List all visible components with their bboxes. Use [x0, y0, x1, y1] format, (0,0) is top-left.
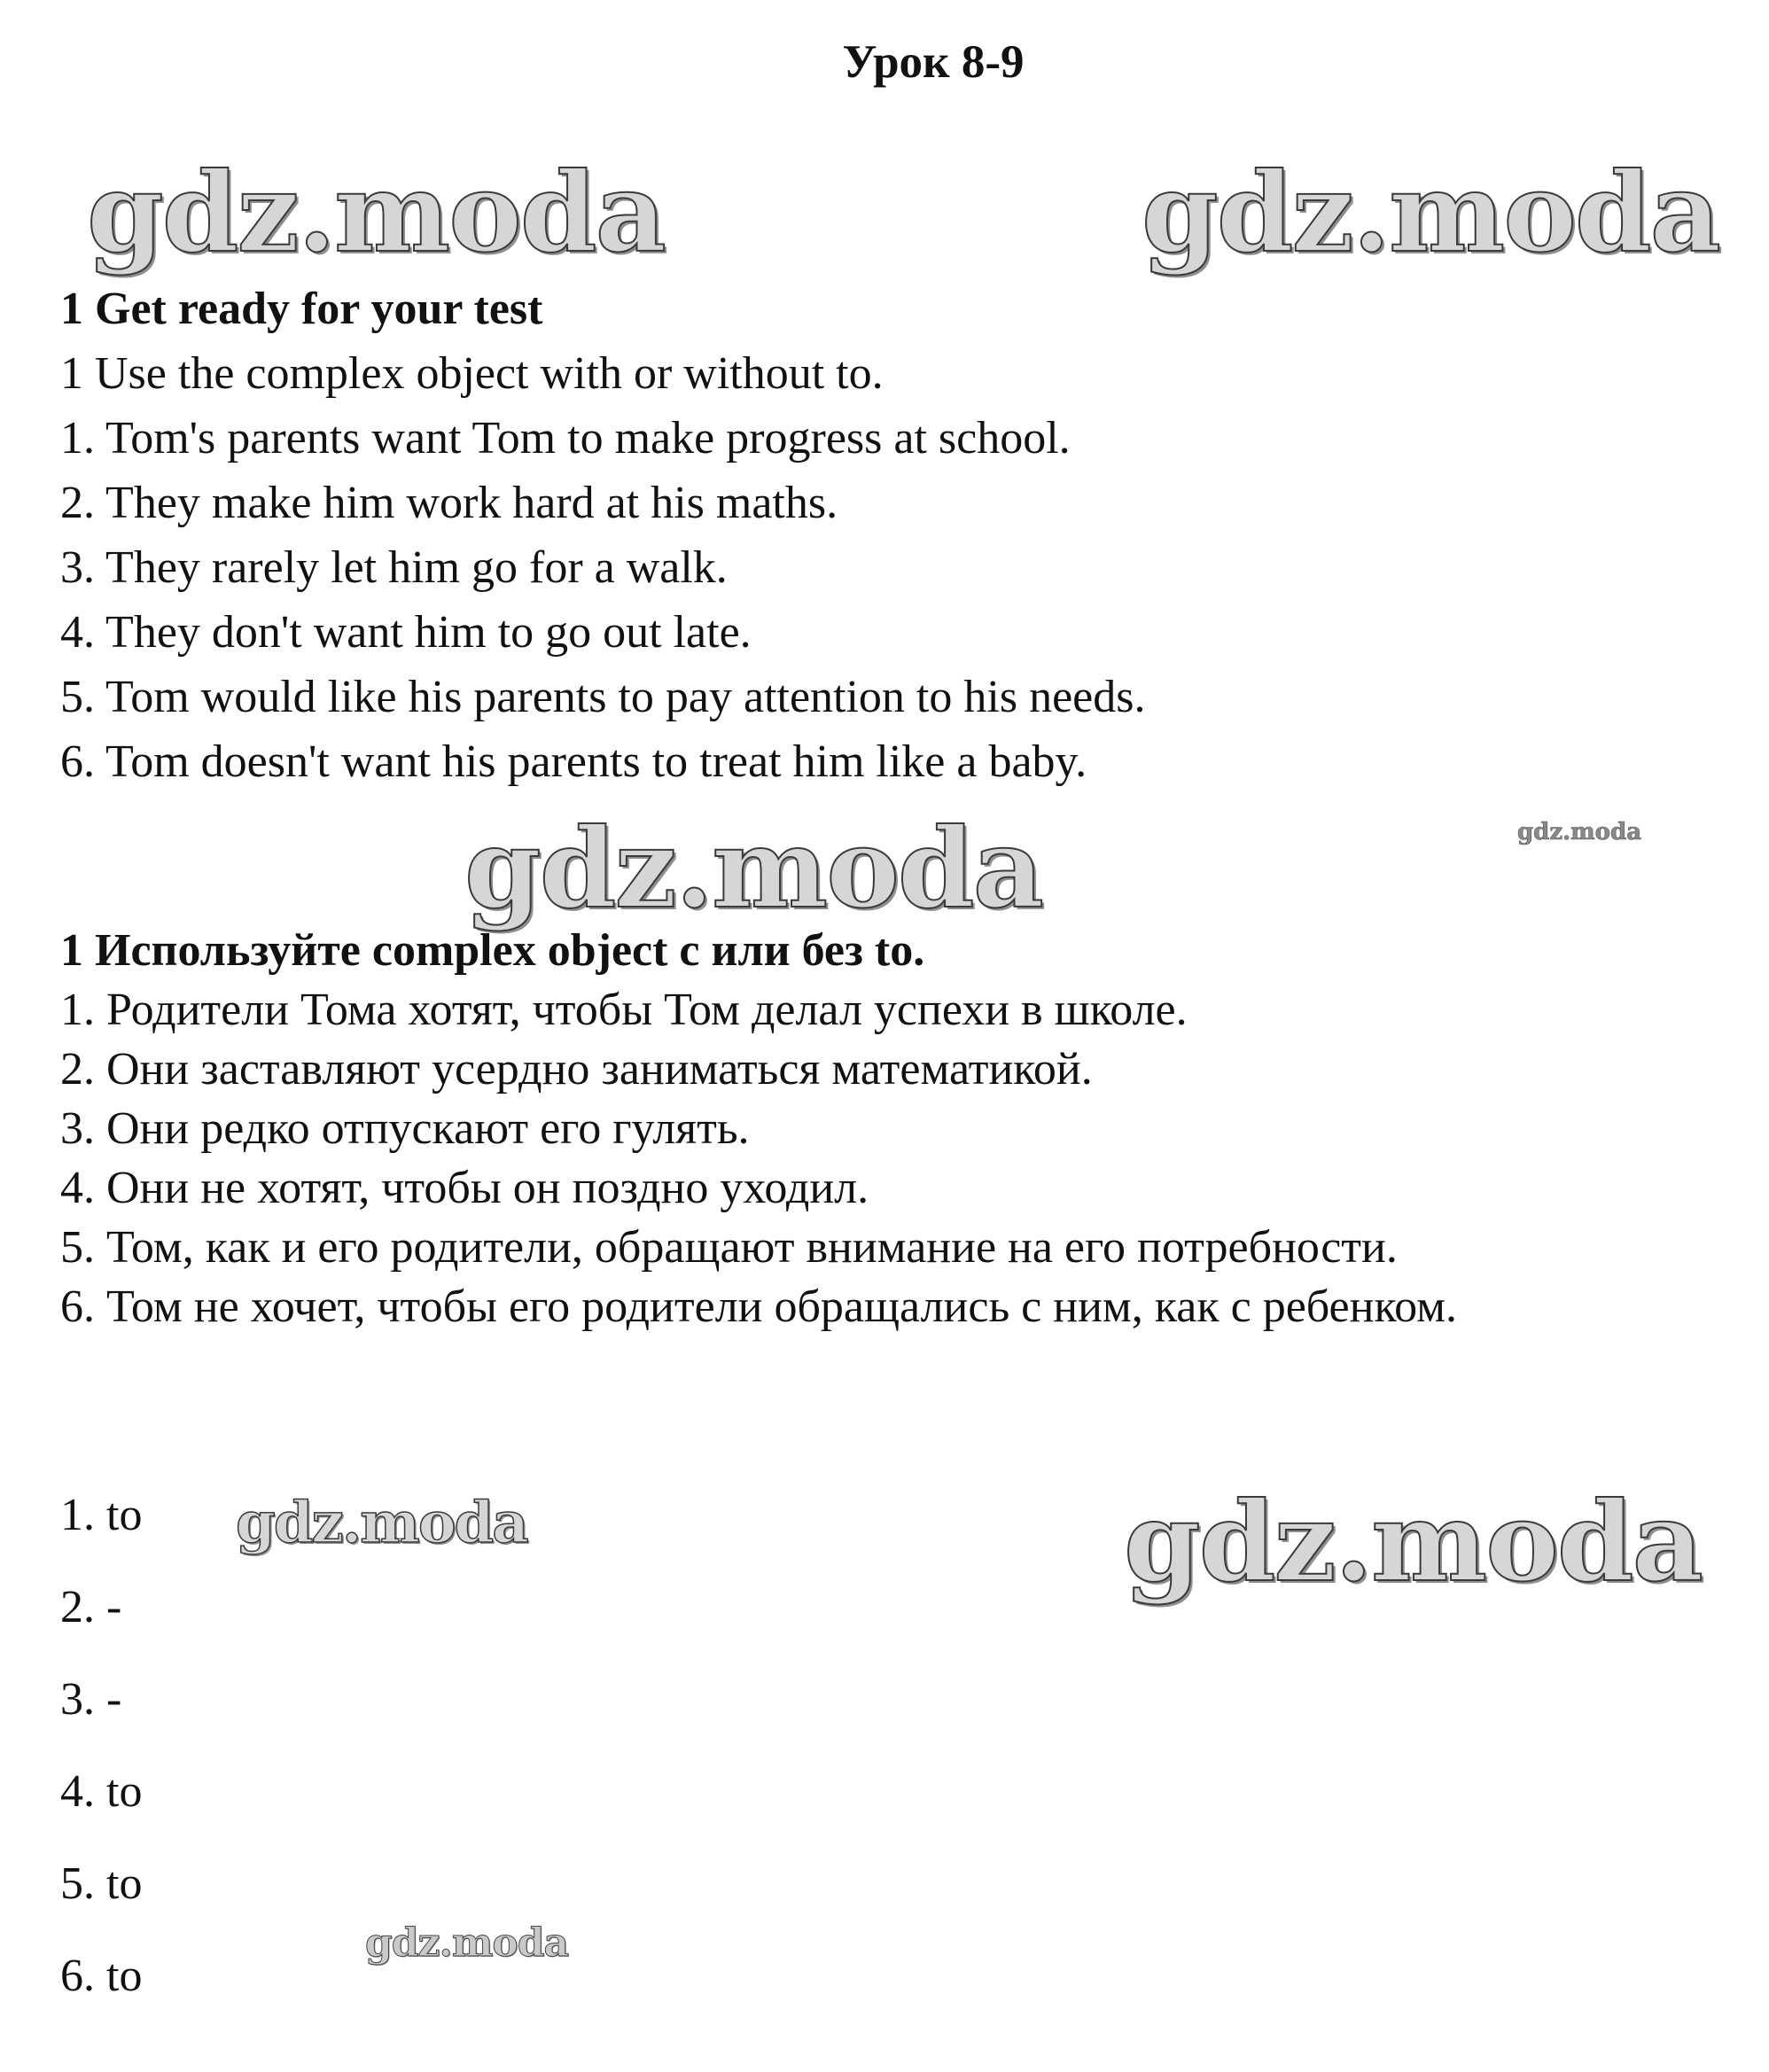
watermark-top-right: gdz.moda	[1142, 149, 1719, 277]
watermark-top-left: gdz.moda	[87, 149, 665, 277]
english-item-5: 5. Tom would like his parents to pay attention to his needs.	[60, 672, 1146, 722]
watermark-answers-right: gdz.moda	[1124, 1478, 1702, 1607]
watermark-small-right: gdz.moda	[1517, 819, 1642, 845]
russian-heading: 1 Используйте complex object с или без to.	[60, 925, 925, 976]
english-exercise	[60, 277, 1726, 794]
russian-item-4: 4. Они не хотят, чтобы он поздно уходил.	[60, 1163, 869, 1213]
answer-6: 6. to	[60, 1951, 143, 2001]
english-item-1: 1. Tom's parents want Tom to make progress at school.	[60, 413, 1071, 463]
answer-5: 5. to	[60, 1858, 143, 1909]
russian-item-1: 1. Родители Тома хотят, чтобы Том делал успехи в школе.	[60, 985, 1188, 1035]
english-heading: 1 Get ready for your test	[60, 284, 543, 334]
english-instruction: 1 Use the complex object with or without to.	[60, 348, 884, 399]
answer-4: 4. to	[60, 1766, 143, 1817]
answer-list	[60, 1469, 142, 2022]
english-item-6: 6. Tom doesn't want his parents to treat him like a baby.	[60, 736, 1087, 787]
english-item-2: 2. They make him work hard at his maths.	[60, 478, 838, 528]
russian-item-5: 5. Том, как и его родители, обращают внимание на его потребности.	[60, 1222, 1398, 1273]
watermark-answers-left: gdz.moda	[236, 1490, 527, 1556]
russian-exercise	[60, 922, 1726, 1336]
answer-3: 3. -	[60, 1674, 122, 1725]
page-title: Урок 8-9	[842, 36, 1025, 88]
watermark-bottom: gdz.moda	[365, 1920, 569, 1966]
watermark-middle: gdz.moda	[464, 805, 1042, 933]
english-item-4: 4. They don't want him to go out late.	[60, 607, 752, 658]
answer-2: 2. -	[60, 1582, 122, 1632]
russian-item-6: 6. Том не хочет, чтобы его родители обращались с ним, как с ребенком.	[60, 1281, 1457, 1332]
russian-item-3: 3. Они редко отпускают его гулять.	[60, 1103, 750, 1154]
answer-1: 1. to	[60, 1490, 143, 1540]
russian-item-2: 2. Они заставляют усердно заниматься математикой.	[60, 1044, 1093, 1094]
english-item-3: 3. They rarely let him go for a walk.	[60, 542, 728, 593]
